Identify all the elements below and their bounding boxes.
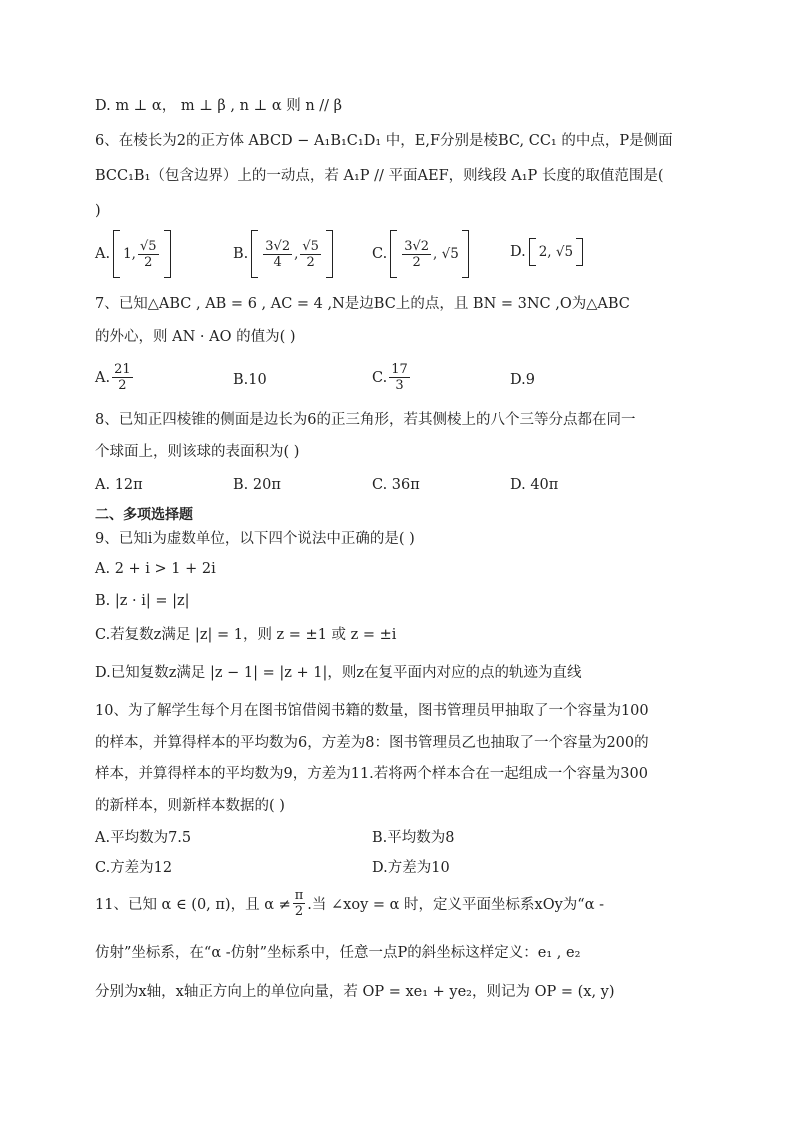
q8-stem-line1: 8、已知正四棱锥的侧面是边长为6的正三角形，若其侧棱上的八个三等分点都在同一 <box>95 412 636 428</box>
q9-stem: 9、已知i为虚数单位，以下四个说法中正确的是( ) <box>95 531 415 547</box>
q10-stem-line4: 的新样本，则新样本数据的( ) <box>95 798 285 814</box>
q6-option-b-den2: 2 <box>306 254 315 270</box>
q8-option-b: B. 20π <box>233 477 281 493</box>
q11-stem-line2: 仿射”坐标系，在“α -仿射”坐标系中，任意一点P的斜坐标这样定义：e₁ , e₂ <box>95 945 581 961</box>
q11-line1-num: π <box>294 888 304 903</box>
q10-stem-line1: 10、为了解学生每个月在图书馆借阅书籍的数量，图书管理员甲抽取了一个容量为100 <box>95 703 649 719</box>
section-title: 二、多项选择题 <box>95 507 193 523</box>
q10-option-a: A.平均数为7.5 <box>95 830 192 846</box>
q6-option-a-den: 2 <box>144 254 153 270</box>
q7-option-c-den: 3 <box>395 378 404 393</box>
q7-option-a-num: 21 <box>114 362 131 377</box>
q9-option-c: C.若复数z满足 |z| = 1，则 z = ±1 或 z = ±i <box>95 627 397 643</box>
q10-stem-line3: 样本，并算得样本的平均数为9，方差为11.若将两个样本合在一起组成一个容量为300 <box>95 766 648 782</box>
q6-option-a-low: 1, <box>123 246 136 262</box>
q7-option-a-den: 2 <box>118 378 127 393</box>
q7-option-b: B.10 <box>233 372 267 388</box>
q7-option-a-label: A. <box>95 369 111 386</box>
q6-option-c-high: , √5 <box>433 246 459 262</box>
q8-option-d: D. 40π <box>510 477 559 493</box>
q11-line1-den: 2 <box>294 904 304 919</box>
q6-option-d <box>510 238 583 266</box>
q11-line1-part-a: 11、已知 α ∈ (0, π)，且 α ≠ <box>95 897 291 913</box>
q11-stem-line1 <box>95 888 604 919</box>
q9-option-d: D.已知复数z满足 |z − 1| = |z + 1|，则z在复平面内对应的点的轨迹为直线 <box>95 665 582 681</box>
q9-option-b: B. |z · i| = |z| <box>95 593 190 609</box>
q6-option-c-label: C. <box>372 246 388 262</box>
q7-stem-line1: 7、已知△ABC , AB = 6 , AC = 4 ,N是边BC上的点，且 BN = 3NC ,O为△ABC <box>95 296 630 312</box>
q7-option-c-num: 17 <box>391 362 408 377</box>
q11-stem-line3: 分别为x轴，x轴正方向上的单位向量，若 OP = xe₁ + ye₂，则记为 OP = (x, y) <box>95 984 615 1000</box>
q6-option-a-label: A. <box>95 246 111 262</box>
q7-option-a <box>95 362 135 393</box>
q8-option-a: A. 12π <box>95 477 143 493</box>
q6-option-a-num: √5 <box>139 238 157 254</box>
q6-option-b-label: B. <box>233 246 249 262</box>
q10-option-b: B.平均数为8 <box>372 830 455 846</box>
q10-option-c: C.方差为12 <box>95 860 173 876</box>
q6-option-c-den: 2 <box>412 254 421 270</box>
q6-option-b-num2: √5 <box>302 238 319 254</box>
q7-option-d: D.9 <box>510 372 535 388</box>
q9-option-a: A. 2 + i > 1 + 2i <box>95 561 216 577</box>
q10-option-d: D.方差为10 <box>372 860 450 876</box>
q8-option-c: C. 36π <box>372 477 420 493</box>
q6-stem-line2: BCC₁B₁（包含边界）上的一动点，若 A₁P // 平面AEF，则线段 A₁P 长度的取值范围是( <box>95 168 664 184</box>
q8-stem-line2: 个球面上，则该球的表面积为( ) <box>95 444 300 460</box>
q6-option-c-num: 3√2 <box>404 238 430 254</box>
q6-option-b-num1: 3√2 <box>265 238 291 254</box>
q6-option-d-value: 2, √5 <box>538 244 574 260</box>
q6-stem-line1: 6、在棱长为2的正方体 ABCD − A₁B₁C₁D₁ 中，E,F分别是棱BC, CC₁ 的中点，P是侧面 <box>95 133 673 149</box>
q6-option-b: B. $\frac{3√2}{4}$ , $\frac{√5}{2}$ <box>233 230 333 278</box>
q5-option-d: D. m ⊥ α， m ⊥ β , n ⊥ α 则 n // β <box>95 98 343 114</box>
q7-option-c-label: C. <box>372 369 388 386</box>
q7-option-c <box>372 362 412 393</box>
q11-line1-part-b: .当 ∠xoy = α 时，定义平面坐标系xOy为“α - <box>307 897 605 913</box>
q6-option-c <box>372 230 469 278</box>
q6-stem-line3: ) <box>95 203 101 219</box>
q6-option-b-den1: 4 <box>273 254 282 270</box>
q6-option-d-label: D. <box>510 244 526 260</box>
q6-option-a <box>95 230 171 278</box>
q10-stem-line2: 的样本，并算得样本的平均数为6，方差为8：图书管理员乙也抽取了一个容量为200的 <box>95 735 649 751</box>
q7-stem-line2: 的外心，则 AN · AO 的值为( ) <box>95 329 296 345</box>
